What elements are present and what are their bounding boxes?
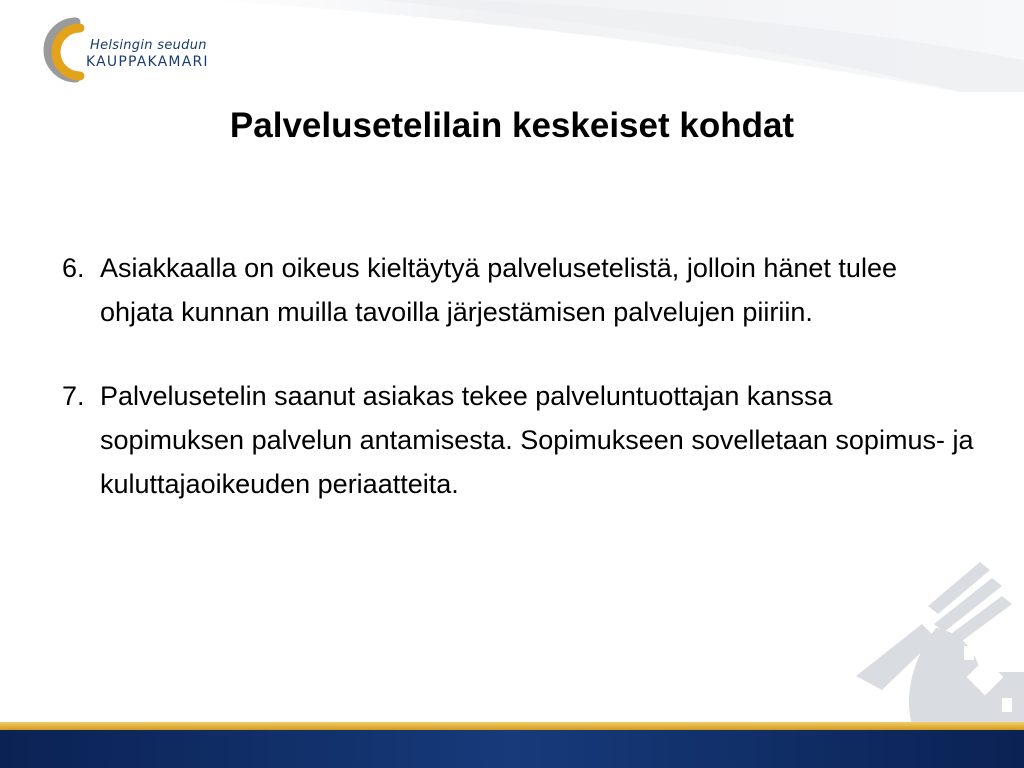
item-number: 7.: [62, 381, 85, 411]
footer-gold-stripe: [0, 722, 1024, 730]
slide-title: Palvelusetelilain keskeiset kohdat: [229, 106, 795, 145]
item-number: 6.: [62, 253, 85, 283]
item-text: Asiakkaalla on oikeus kieltäytyä palvelusetelistä, jolloin hänet tulee ohjata kunnan muilla tavoilla järjestämisen palvelujen piiriin.: [100, 253, 897, 327]
list-item: [62, 374, 974, 506]
logo-name: KAUPPAKAMARI: [86, 54, 209, 70]
item-text: Palvelusetelin saanut asiakas tekee palveluntuottajan kanssa sopimuksen palvelun antamisesta. Sopimukseen sovelletaan sopimus- ja kuluttajaoikeuden periaatteita.: [100, 381, 974, 499]
footer-bar: [0, 730, 1024, 768]
list-item: [62, 246, 974, 334]
chamber-c-logo-icon: [36, 14, 96, 86]
chamber-logo: [36, 14, 276, 86]
logo-tagline: Helsingin seudun: [90, 38, 207, 53]
slide-body: [62, 246, 974, 506]
header-band: [0, 0, 1024, 92]
mercury-wing-gear-icon: [852, 558, 1024, 724]
